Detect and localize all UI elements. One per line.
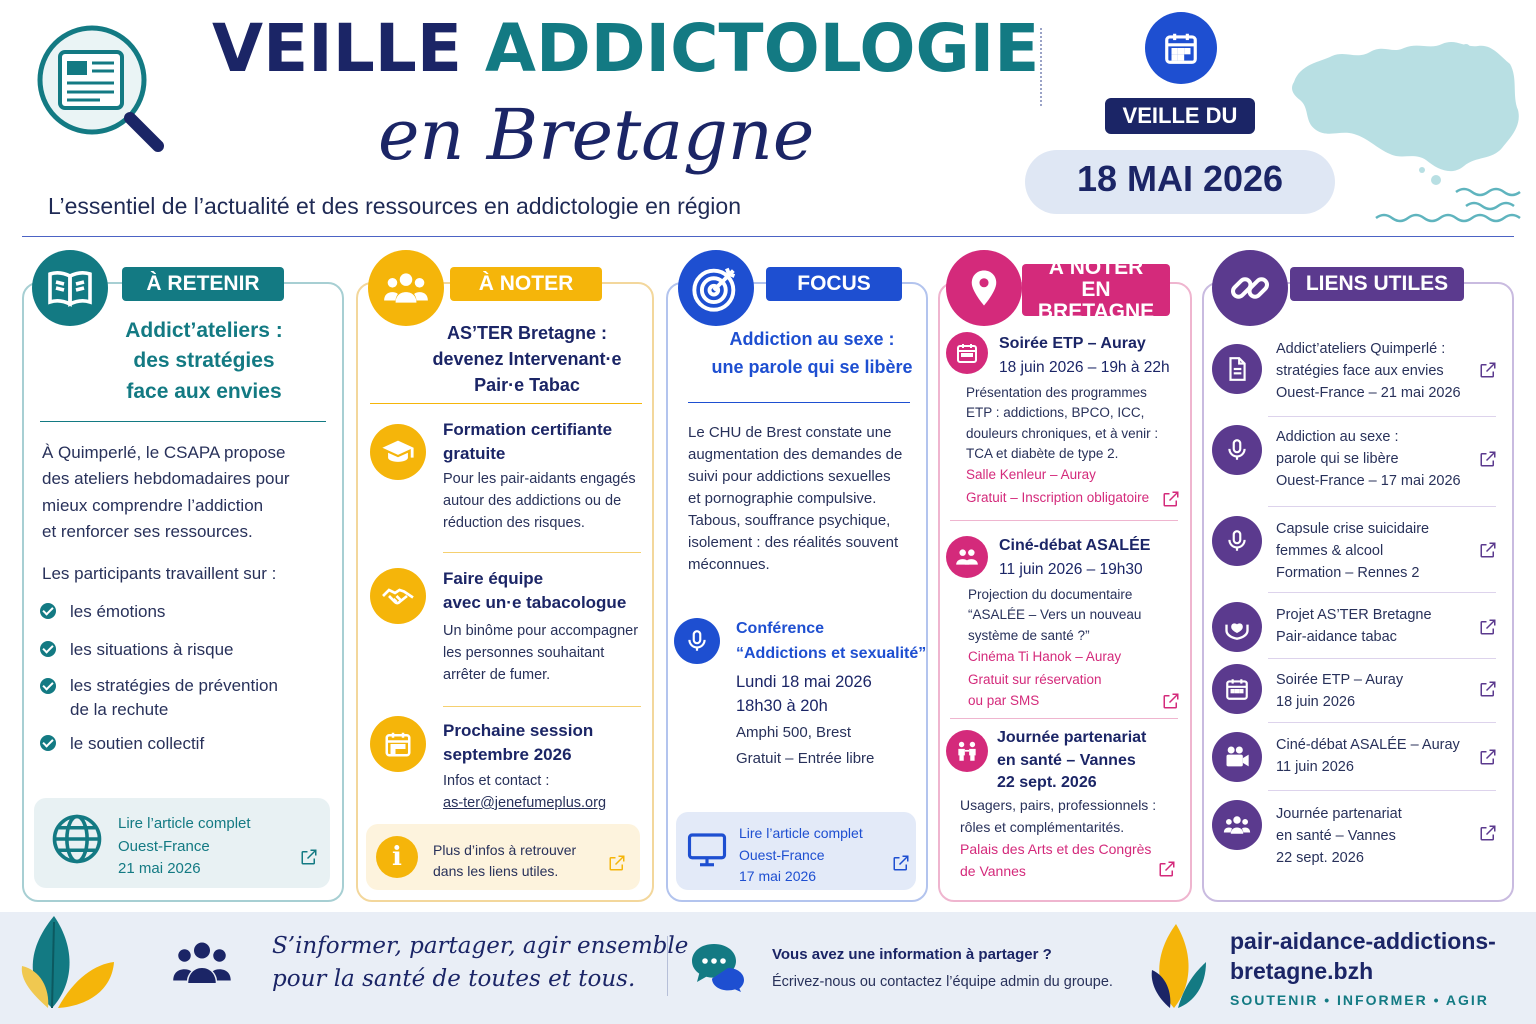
separator bbox=[443, 552, 641, 553]
noter-item-title bbox=[443, 567, 626, 615]
partners-icon bbox=[954, 738, 980, 764]
link-line[interactable]: 18 juin 2026 bbox=[1276, 693, 1356, 710]
link-line[interactable]: stratégies face aux envies bbox=[1276, 362, 1444, 379]
title-word-veille: VEILLE bbox=[212, 10, 462, 87]
noter-heading bbox=[362, 320, 692, 398]
focus-heading-line: Addiction au sexe : bbox=[729, 329, 895, 349]
bullet-text: les stratégies de prévention bbox=[70, 676, 278, 695]
useful-link[interactable] bbox=[1276, 339, 1461, 404]
handshake-icon bbox=[380, 578, 416, 614]
link-line[interactable]: parole qui se libère bbox=[1276, 450, 1399, 467]
retenir-heading-line: face aux envies bbox=[126, 379, 282, 403]
group-icon bbox=[381, 263, 431, 313]
external-link-icon[interactable] bbox=[892, 854, 910, 872]
tag-line: À NOTER bbox=[1048, 255, 1144, 279]
link-line[interactable]: Pair-aidance tabac bbox=[1276, 628, 1397, 645]
link-line[interactable]: femmes & alcool bbox=[1276, 542, 1384, 559]
separator bbox=[1268, 506, 1496, 507]
group-icon bbox=[172, 938, 232, 988]
link-line[interactable]: Formation – Rennes 2 bbox=[1276, 564, 1420, 581]
focus-heading-line: une parole qui se libère bbox=[711, 356, 913, 377]
text-line: autour des addictions ou de bbox=[443, 492, 622, 509]
calendar-badge bbox=[1145, 12, 1217, 84]
microphone-icon-badge bbox=[1212, 516, 1262, 566]
external-link-icon[interactable] bbox=[1479, 618, 1497, 636]
target-icon-badge bbox=[678, 250, 754, 326]
link-line[interactable]: 11 juin 2026 bbox=[1276, 758, 1354, 775]
useful-link[interactable] bbox=[1276, 519, 1429, 584]
graduation-cap-icon bbox=[381, 435, 415, 469]
event-place: Cinéma Ti Hanok – Auray bbox=[968, 649, 1122, 664]
footer-contact: Écrivez-nous ou contactez l’équipe admin du groupe. bbox=[772, 974, 1113, 990]
page-title bbox=[212, 10, 1040, 87]
info-icon: i bbox=[376, 836, 418, 878]
noter-heading-line: devenez Intervenant·e bbox=[432, 349, 622, 370]
external-link-icon[interactable] bbox=[1158, 860, 1176, 878]
link-line[interactable]: Capsule crise suicidaire bbox=[1276, 521, 1430, 537]
event-date: 18 juin 2026 – 19h à 22h bbox=[999, 359, 1170, 376]
text-line: Un binôme pour accompagner bbox=[443, 623, 639, 639]
separator bbox=[1268, 592, 1496, 593]
useful-link[interactable] bbox=[1276, 427, 1461, 492]
noter-info-text bbox=[433, 840, 576, 882]
text-line: des ateliers hebdomadaires pour bbox=[42, 469, 290, 489]
external-link-icon[interactable] bbox=[1162, 692, 1180, 710]
link-line[interactable]: Ouest-France bbox=[739, 846, 825, 863]
link-line[interactable]: Soirée ETP – Auray bbox=[1276, 672, 1404, 688]
title-line: Prochaine session bbox=[443, 721, 594, 740]
title-line: avec un·e tabacologue bbox=[443, 593, 627, 613]
title-script: en Bretagne bbox=[378, 94, 815, 176]
text-line: réduction des risques. bbox=[443, 514, 585, 531]
microphone-icon bbox=[1224, 528, 1250, 554]
event-price bbox=[968, 670, 1102, 712]
text-line: et pornographie compulsive. bbox=[688, 490, 877, 508]
noter-item-text bbox=[443, 469, 636, 534]
title-line: septembre 2026 bbox=[443, 745, 572, 765]
check-icon bbox=[40, 641, 56, 657]
microphone-icon bbox=[1224, 437, 1250, 463]
title-line: Formation certifiante bbox=[443, 420, 613, 439]
calendar-icon-badge bbox=[946, 332, 988, 374]
graduation-icon-badge bbox=[370, 424, 426, 480]
focus-link-text[interactable] bbox=[739, 823, 863, 888]
event-date: 11 juin 2026 – 19h30 bbox=[999, 561, 1143, 578]
focus-heading bbox=[672, 326, 952, 382]
event-title: Soirée ETP – Auray bbox=[999, 335, 1146, 352]
film-camera-icon-badge bbox=[1212, 732, 1262, 782]
page-subtitle: L’essentiel de l’actualité et des ressources en addictologie en région bbox=[48, 193, 741, 219]
event-description bbox=[968, 585, 1141, 646]
text-line: Pour les pair-aidants engagés bbox=[443, 471, 636, 487]
book-icon bbox=[46, 264, 94, 312]
text-line: les personnes souhaitant bbox=[443, 644, 605, 661]
link-line[interactable]: 22 sept. 2026 bbox=[1276, 849, 1364, 866]
text-line: “ASALÉE – Vers un nouveau bbox=[968, 607, 1142, 623]
text-line: méconnues. bbox=[688, 556, 770, 574]
place-line: Palais des Arts et des Congrès bbox=[960, 841, 1152, 857]
link-line[interactable]: Addict’ateliers Quimperlé : bbox=[1276, 341, 1446, 357]
partners-icon-badge bbox=[946, 730, 988, 772]
price-line: ou par SMS bbox=[968, 692, 1040, 708]
title-line: en santé – Vannes bbox=[997, 751, 1136, 769]
noter-heading-line: AS’TER Bretagne : bbox=[446, 323, 608, 343]
leaf-icon bbox=[1148, 920, 1208, 1012]
microphone-icon bbox=[684, 628, 710, 654]
noter-item-title bbox=[443, 719, 593, 767]
target-icon bbox=[690, 262, 742, 314]
external-link-icon[interactable] bbox=[300, 848, 318, 866]
text-line: suivi pour addictions sexuelles bbox=[688, 468, 891, 486]
useful-link[interactable] bbox=[1276, 735, 1460, 779]
useful-link[interactable] bbox=[1276, 804, 1402, 869]
book-icon-badge bbox=[32, 250, 108, 326]
title-line: “Addictions et sexualité” bbox=[736, 644, 927, 662]
monitor-icon bbox=[686, 828, 728, 870]
separator bbox=[688, 402, 910, 403]
bullet-text: les situations à risque bbox=[70, 640, 234, 659]
place-line: de Vannes bbox=[960, 863, 1026, 880]
conference-price: Gratuit – Entrée libre bbox=[736, 749, 875, 767]
retenir-paragraph bbox=[42, 440, 290, 545]
footer-divider bbox=[667, 936, 668, 996]
chain-link-icon-badge bbox=[1212, 250, 1288, 326]
separator bbox=[1268, 658, 1496, 659]
text-line: ETP : addictions, BPCO, ICC, bbox=[966, 405, 1145, 421]
event-place bbox=[960, 838, 1151, 882]
link-line[interactable]: Addiction au sexe : bbox=[1276, 429, 1399, 445]
bullet-text: le soutien collectif bbox=[70, 734, 205, 753]
link-line[interactable]: Lire l’article complet bbox=[739, 825, 863, 841]
tag-liens-utiles: LIENS UTILES bbox=[1290, 267, 1464, 301]
external-link-icon[interactable] bbox=[608, 854, 626, 872]
external-link-icon[interactable] bbox=[1479, 824, 1497, 842]
link-line[interactable]: Journée partenariat bbox=[1276, 806, 1402, 822]
event-title bbox=[997, 727, 1146, 795]
conference-time: 18h30 à 20h bbox=[736, 697, 828, 716]
bullet-text: de la rechute bbox=[70, 700, 169, 719]
title-line: 22 sept. 2026 bbox=[997, 774, 1097, 792]
useful-link[interactable] bbox=[1276, 670, 1403, 714]
footer-question: Vous avez une information à partager ? bbox=[772, 946, 1052, 963]
text-line: Présentation des programmes bbox=[966, 385, 1147, 400]
retenir-link-text[interactable] bbox=[118, 813, 251, 881]
link-line[interactable]: Ouest-France bbox=[118, 837, 210, 855]
retenir-heading bbox=[36, 316, 372, 407]
chain-link-icon bbox=[1228, 266, 1272, 310]
leaves-icon bbox=[18, 908, 118, 1012]
noter-item-title bbox=[443, 418, 612, 466]
check-icon bbox=[40, 678, 56, 694]
text-line: et renforcer ses ressources. bbox=[42, 522, 253, 542]
separator bbox=[1268, 722, 1496, 723]
site-url[interactable] bbox=[1230, 926, 1496, 987]
text-line: système de santé ?” bbox=[968, 627, 1090, 643]
conference-details bbox=[736, 720, 874, 771]
check-icon bbox=[40, 735, 56, 751]
event-price: Gratuit – Inscription obligatoire bbox=[966, 490, 1150, 505]
text-line: TCA et diabète de type 2. bbox=[966, 445, 1119, 461]
text-line: Tabous, souffrance psychique, bbox=[688, 512, 891, 530]
link-line[interactable]: 17 mai 2026 bbox=[739, 868, 817, 885]
external-link-icon[interactable] bbox=[1479, 680, 1497, 698]
calendar-icon bbox=[1162, 29, 1200, 67]
title-line: Conférence bbox=[736, 620, 825, 637]
document-icon-badge bbox=[1212, 344, 1262, 394]
tag-focus: FOCUS bbox=[766, 267, 902, 301]
external-link-icon[interactable] bbox=[1479, 748, 1497, 766]
conference-schedule bbox=[736, 670, 872, 719]
contact-email-link[interactable]: as-ter@jenefumeplus.org bbox=[443, 795, 607, 811]
tag-noter-bretagne bbox=[1022, 255, 1170, 324]
external-link-icon[interactable] bbox=[1162, 490, 1180, 508]
group-icon-badge bbox=[1212, 800, 1262, 850]
price-line: Gratuit sur réservation bbox=[968, 672, 1102, 687]
tagline-line: S’informer, partager, agir ensemble bbox=[272, 933, 689, 959]
separator bbox=[950, 718, 1178, 719]
microphone-icon-badge bbox=[1212, 425, 1262, 475]
text-line: augmentation des demandes de bbox=[688, 446, 903, 464]
newsletter-magnifier-icon bbox=[34, 22, 164, 152]
separator bbox=[370, 403, 642, 404]
care-hands-icon-badge bbox=[1212, 602, 1262, 652]
document-icon bbox=[1224, 356, 1250, 382]
noter-item-text bbox=[443, 621, 638, 686]
footer-motto: SOUTENIR • INFORMER • AGIR bbox=[1230, 992, 1489, 1008]
calendar-icon bbox=[955, 341, 979, 365]
title-line: gratuite bbox=[443, 444, 506, 464]
title-line: Journée partenariat bbox=[997, 729, 1147, 746]
tagline-line: pour la santé de toutes et tous. bbox=[272, 966, 636, 993]
conference-place: Amphi 500, Brest bbox=[736, 724, 852, 741]
film-camera-icon bbox=[1223, 743, 1251, 771]
tag-a-retenir: À RETENIR bbox=[122, 267, 284, 301]
text-line: arrêter de fumer. bbox=[443, 666, 551, 683]
handshake-icon-badge bbox=[370, 568, 426, 624]
useful-link[interactable] bbox=[1276, 605, 1432, 649]
care-hands-icon bbox=[1223, 613, 1251, 641]
group-icon bbox=[1222, 810, 1252, 840]
calendar-icon bbox=[1224, 676, 1250, 702]
group-icon-badge bbox=[368, 250, 444, 326]
microphone-icon-badge bbox=[674, 618, 720, 664]
text-line: mieux comprendre l’addiction bbox=[42, 495, 264, 515]
text-line: Plus d’infos à retrouver bbox=[433, 842, 577, 858]
chat-bubbles-icon bbox=[688, 940, 748, 992]
link-line[interactable]: 21 mai 2026 bbox=[118, 860, 201, 877]
text-line: isolement : des réalités souvent bbox=[688, 534, 899, 552]
external-link-icon[interactable] bbox=[1479, 361, 1497, 379]
text-line: douleurs chroniques, et à venir : bbox=[966, 425, 1159, 441]
conference-date: Lundi 18 mai 2026 bbox=[736, 673, 872, 691]
site-url-line[interactable]: pair-aidance-addictions- bbox=[1230, 928, 1496, 954]
separator bbox=[40, 421, 326, 422]
title-line: Faire équipe bbox=[443, 569, 544, 588]
conference-title bbox=[736, 617, 926, 667]
people-icon-badge bbox=[946, 536, 988, 578]
noter-item-text: Infos et contact : bbox=[443, 773, 550, 789]
calendar-icon-badge bbox=[1212, 664, 1262, 714]
separator bbox=[1268, 790, 1496, 791]
link-line[interactable]: Ouest-France – 21 mai 2026 bbox=[1276, 384, 1461, 401]
separator bbox=[1268, 416, 1496, 417]
text-line: À Quimperlé, le CSAPA propose bbox=[42, 443, 286, 462]
tag-line: EN BRETAGNE bbox=[1037, 277, 1155, 324]
focus-paragraph bbox=[688, 422, 902, 576]
bullet-text: les émotions bbox=[70, 602, 166, 621]
calendar-icon-badge bbox=[370, 716, 426, 772]
tag-a-noter: À NOTER bbox=[450, 267, 602, 301]
text-line: Usagers, pairs, professionnels : bbox=[960, 797, 1157, 813]
link-line[interactable]: Ouest-France – 17 mai 2026 bbox=[1276, 472, 1461, 489]
title-word-addictologie: ADDICTOLOGIE bbox=[484, 10, 1040, 87]
map-pin-icon bbox=[963, 267, 1005, 309]
text-line: dans les liens utiles. bbox=[433, 863, 559, 879]
map-pin-icon-badge bbox=[946, 250, 1022, 326]
site-url-line[interactable]: bretagne.bzh bbox=[1230, 958, 1374, 985]
issue-date: 18 MAI 2026 bbox=[1076, 158, 1284, 199]
text-line: rôles et complémentarités. bbox=[960, 818, 1125, 835]
link-line[interactable]: Projet AS’TER Bretagne bbox=[1276, 607, 1432, 623]
calendar-icon bbox=[383, 729, 413, 759]
retenir-heading-line: Addict’ateliers : bbox=[125, 319, 283, 342]
link-line[interactable]: Lire l’article complet bbox=[118, 815, 251, 832]
text-line: Projection du documentaire bbox=[968, 587, 1133, 602]
external-link-icon[interactable] bbox=[1479, 450, 1497, 468]
noter-heading-line: Pair·e Tabac bbox=[474, 375, 580, 396]
retenir-intro: Les participants travaillent sur : bbox=[42, 564, 277, 583]
link-line[interactable]: Ciné-débat ASALÉE – Auray bbox=[1276, 737, 1460, 753]
people-icon bbox=[954, 544, 980, 570]
separator bbox=[950, 520, 1178, 521]
globe-icon bbox=[50, 812, 104, 866]
event-description bbox=[966, 383, 1158, 464]
header-divider bbox=[1040, 28, 1042, 106]
brittany-map-icon bbox=[1286, 20, 1524, 230]
footer-tagline bbox=[272, 930, 688, 997]
event-description bbox=[960, 795, 1156, 838]
event-title: Ciné-débat ASALÉE bbox=[999, 537, 1151, 554]
external-link-icon[interactable] bbox=[1479, 541, 1497, 559]
header-rule bbox=[22, 236, 1514, 237]
veille-du-label: VEILLE DU bbox=[1105, 98, 1255, 134]
retenir-heading-line: des stratégies bbox=[133, 349, 275, 373]
text-line: Le CHU de Brest constate une bbox=[688, 424, 892, 441]
check-icon bbox=[40, 603, 56, 619]
event-place: Salle Kenleur – Auray bbox=[966, 467, 1096, 482]
link-line[interactable]: en santé – Vannes bbox=[1276, 827, 1396, 844]
separator bbox=[443, 706, 641, 707]
